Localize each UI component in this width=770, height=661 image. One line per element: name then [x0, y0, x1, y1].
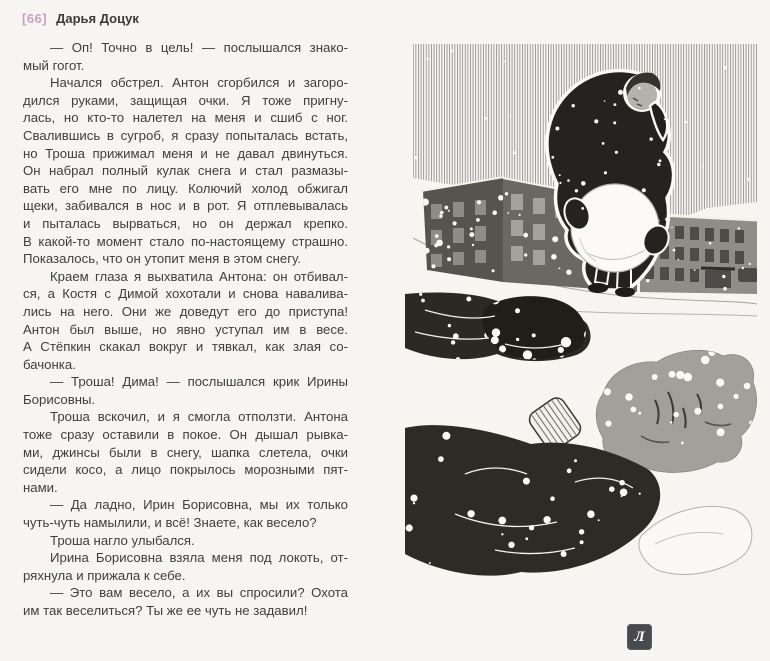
text-line: ми, джинсы были в снегу, шапка слетела, очки [23, 444, 348, 460]
text-line: лись на него. Они же доведут его до приступа! [23, 303, 348, 319]
text-line: ся, а Костя с Димой хохотали и снова навалива- [23, 286, 348, 302]
text-line: Антон был выше, но явно уступал им в весе. [23, 321, 348, 337]
snowball-scene-drawing [405, 42, 762, 600]
text-line: лась, но кто-то налетел на меня и сшиб с ног. [23, 110, 348, 126]
text-line: — Троша! Дима! — послышался крик Ирины [50, 374, 348, 390]
text-line: и пыталась вырваться, но он держал крепко. [23, 215, 348, 231]
text-line: Борисовны. [23, 391, 96, 407]
text-line: Ирина Борисовна взяла меня под локоть, от- [50, 550, 348, 566]
text-line: Свалившись в сугроб, я сразу попыталась встать, [23, 127, 348, 143]
text-line: нами. [23, 479, 58, 495]
labirint-logo [627, 624, 652, 650]
text-line: вать его мне по лицу. Колючий холод обжигал [23, 180, 348, 196]
text-line: бачонка. [23, 356, 76, 372]
text-line: — Это вам весело, а их вы спросили? Охота [50, 585, 348, 601]
body-text [23, 39, 348, 620]
text-line: чуть-чуть намылили, и всё! Знаете, как весело? [23, 515, 317, 531]
text-line: дился руками, защищая очки. Я тоже пригну- [23, 92, 348, 108]
text-line: В какой-то момент стало по-настоящему страшно. [23, 233, 348, 249]
page-header [22, 10, 139, 28]
page-number: [66] [22, 11, 48, 26]
text-line: — Да ладно, Ирин Борисовна, мы их только [50, 497, 348, 513]
book-illustration [405, 42, 762, 600]
text-line: тоже сразу оставили в покое. Он дышал рывка- [23, 427, 348, 443]
author-name: Дарья Доцук [56, 11, 139, 26]
text-line: щеки, забивался в нос и в рот. Я отплевывалась [23, 198, 348, 214]
car-silhouette [738, 268, 758, 282]
gray-mitten [596, 350, 756, 472]
text-line: мый гогот. [23, 57, 85, 73]
text-line: сидели косо, а лицо покрылось морозными пят- [23, 462, 348, 478]
text-line: Начался обстрел. Антон сгорбился и загоро- [50, 75, 348, 91]
text-line: Показалось, что он утопит меня в этом снегу. [23, 251, 301, 267]
text-line: — Оп! Точно в цель! — послышался знако- [50, 40, 348, 55]
text-line: им так веселиться? Ты же ее чуть не задавил! [23, 603, 308, 618]
text-line: Троша нагло улыбался. [50, 532, 195, 548]
text-line: но Троша прижимал меня и не давал двинуться. [23, 145, 348, 161]
snow-lump [639, 506, 752, 574]
text-line: Троша вскочил, и я смогла отползти. Антона [50, 409, 348, 425]
text-line: А Стёпкин скакал вокруг и тявкал, как злая со- [23, 339, 348, 355]
text-line: Краем глаза я выхватила Антона: он отбивал- [50, 268, 348, 284]
labirint-logo-letter: Л [634, 628, 645, 645]
text-line: Он набрал полный кулак снега и стал размазы- [23, 163, 348, 179]
text-line: ряхнула и прижала к себе. [23, 567, 186, 583]
